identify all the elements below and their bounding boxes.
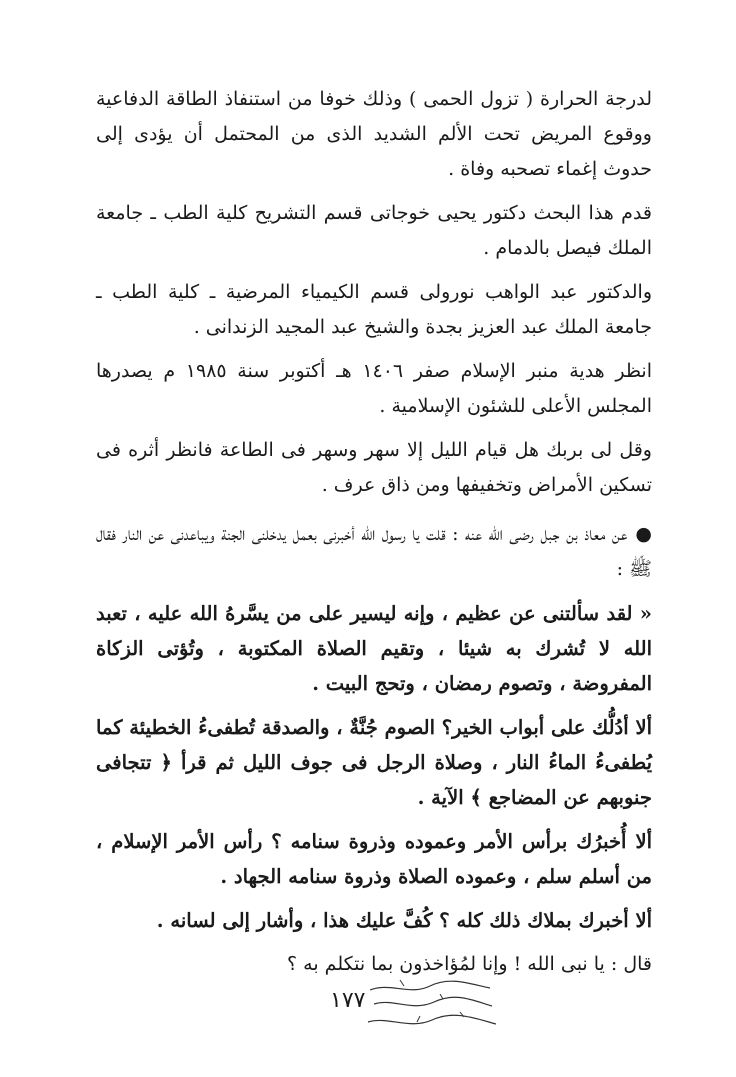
handwritten-signature-icon (360, 972, 500, 1042)
paragraph-researcher-1: قدم هذا البحث دكتور يحيى خوجاتى قسم التشريح كلية الطب ـ جامعة الملك فيصل بالدمام . (96, 202, 652, 259)
page-number: ١٧٧ (330, 988, 366, 1013)
paragraph-hadith-3: ألا أُخبرُك برأس الأمر وعموده وذروة سنامه ؟ رأس الأمر الإسلام ، من أسلم سلم ، وعموده الصلاة وذروة سنامه الجهاد . (96, 830, 652, 888)
paragraph-continuation: لدرجة الحرارة ( تزول الحمى ) وذلك خوفا من استنفاذ الطاقة الدفاعية ووقوع المريض تحت الألم الشديد الذى من المحتمل أن يؤدى إلى حدوث إغماء تصحبه وفاة . (96, 88, 652, 180)
paragraph-hadith-intro (96, 517, 652, 587)
body-text (96, 82, 652, 991)
paragraph-hadith-2: ألا أدُلُّك على أبواب الخير؟ الصوم جُنَّةٌ ، والصدقة تُطفىءُ الخطيئة كما يُطفىءُ الماءُ النار ، وصلاة الرجل فى جوف الليل ثم قرأ ﴿ تتجافى جنوبهم عن المضاجع ﴾ الآية . (96, 716, 652, 809)
paragraph-night-prayer: وقل لى بربك هل قيام الليل إلا سهر وسهر فى الطاعة فانظر أثره فى تسكين الأمراض وتخفيفها ومن ذاق عرف . (96, 439, 652, 496)
paragraph-hadith-1: « لقد سألتنى عن عظيم ، وإنه ليسير على من يسَّرهُ الله عليه ، تعبد الله لا تُشرك به شيئا ، وتقيم الصلاة المكتوبة ، وتُؤتى الزكاة المفروضة ، وتصوم رمضان ، وتحج البيت . (96, 602, 652, 695)
paragraph-source: انظر هدية منبر الإسلام صفر ١٤٠٦ هـ أكتوبر سنة ١٩٨٥ م يصدرها المجلس الأعلى للشئون الإسلامية . (96, 360, 652, 417)
paragraph-question: قال : يا نبى الله ! وإنا لمُؤاخذون بما نتكلم به ؟ (287, 953, 652, 975)
bullet-icon: ● (635, 523, 652, 545)
paragraph-researcher-2: والدكتور عبد الواهب نورولى قسم الكيمياء المرضية ـ كلية الطب ـ جامعة الملك عبد العزيز بجدة والشيخ عبد المجيد الزندانى . (96, 281, 652, 338)
hadith-intro-text: عن معاذ بن جبل رضى الله عنه : قلت يا رسول الله أخبرنى بعمل يدخلنى الجنة ويباعدنى عن النار فقال ﷺ : (96, 523, 652, 580)
paragraph-hadith-4: ألا أخبرك بملاك ذلك كله ؟ كُفَّ عليك هذا ، وأشار إلى لسانه . (156, 909, 652, 932)
